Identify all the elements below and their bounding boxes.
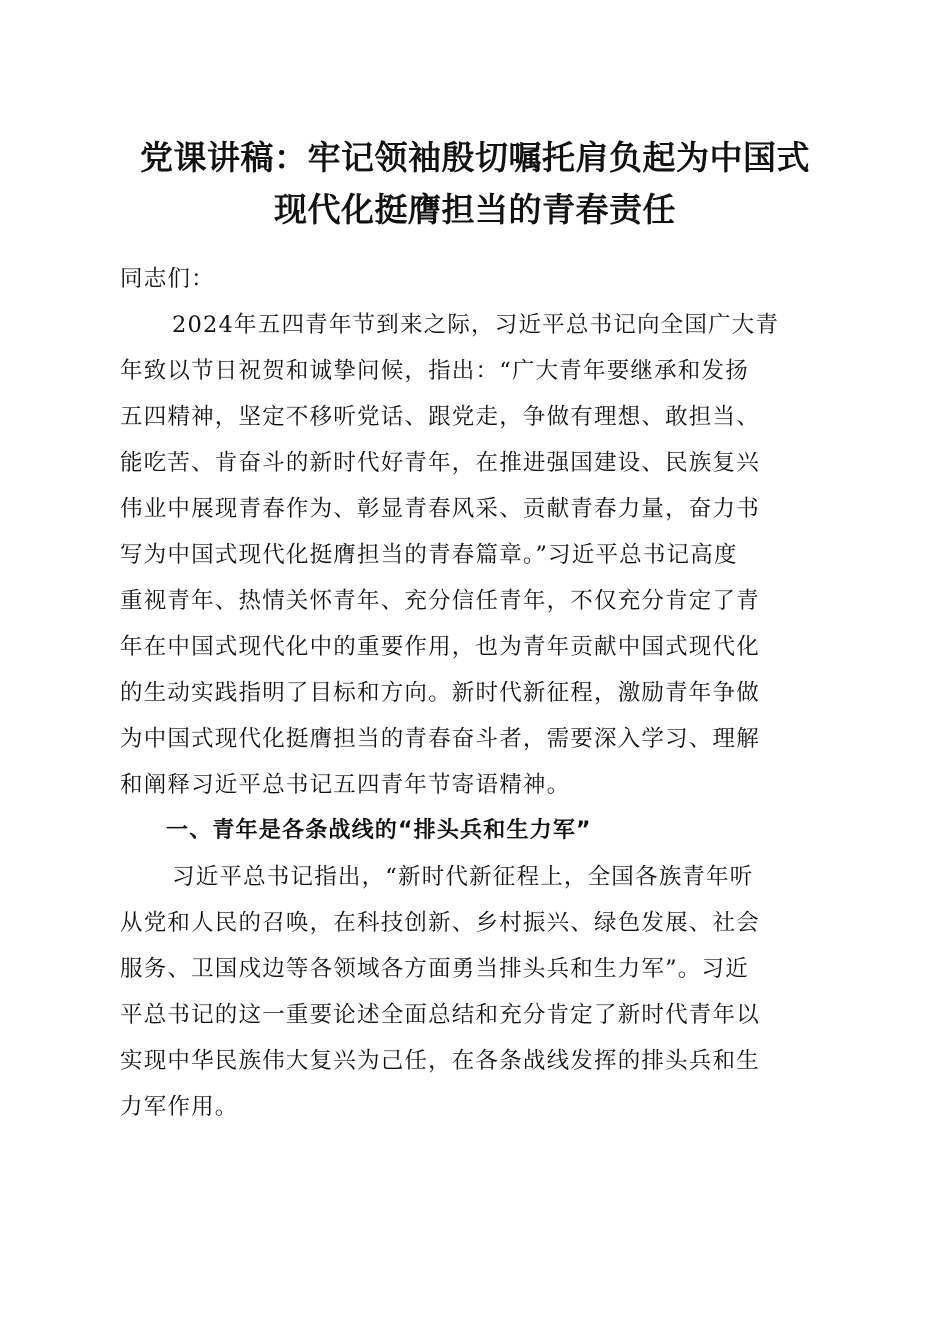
document-body — [120, 256, 828, 1130]
paragraph-line: 年致以节日祝贺和诚挚问候，指出：“广大青年要继承和发扬 — [120, 358, 749, 384]
paragraph-line: 平总书记的这一重要论述全面总结和充分肯定了新时代青年以 — [120, 1002, 760, 1028]
paragraph-line: 服务、卫国戍边等各领域各方面勇当排头兵和生力军”。习近 — [120, 956, 749, 982]
paragraph-line: 能吃苦、肯奋斗的新时代好青年，在推进强国建设、民族复兴 — [120, 450, 760, 476]
paragraph-line: 伟业中展现青春作为、彰显青春风采、贡献青春力量，奋力书 — [120, 496, 760, 522]
paragraph-line: 和阐释习近平总书记五四青年节寄语精神。 — [120, 772, 571, 798]
paragraph-line: 重视青年、热情关怀青年、充分信任青年，不仅充分肯定了青 — [120, 588, 760, 614]
salutation: 同志们： — [120, 266, 215, 292]
paragraph-line: 习近平总书记指出，“新时代新征程上，全国各族青年听 — [172, 864, 754, 890]
paragraph-line: 为中国式现代化挺膺担当的青春奋斗者，需要深入学习、理解 — [120, 726, 760, 752]
paragraph-line: 年在中国式现代化中的重要作用，也为青年贡献中国式现代化 — [120, 634, 760, 660]
paragraph-line: 五四精神，坚定不移听党话、跟党走，争做有理想、敢担当、 — [120, 404, 760, 430]
paragraph-line: 的生动实践指明了目标和方向。新时代新征程，激励青年争做 — [120, 680, 760, 706]
paragraph-intro — [120, 302, 828, 808]
paragraph-line: 从党和人民的召唤，在科技创新、乡村振兴、绿色发展、社会 — [120, 910, 760, 936]
paragraph-line: 实现中华民族伟大复兴为己任，在各条战线发挥的排头兵和生 — [120, 1048, 760, 1074]
section-heading: 一、青年是各条战线的“排头兵和生力军” — [166, 818, 592, 843]
paragraph-line: 力军作用。 — [120, 1094, 239, 1120]
title-line-1: 党课讲稿：牢记领袖殷切嘱托肩负起为中国式 — [140, 138, 810, 177]
document-title — [60, 132, 890, 236]
title-line-2: 现代化挺膺担当的青春责任 — [274, 190, 676, 229]
paragraph-line: 写为中国式现代化挺膺担当的青春篇章。”习近平总书记高度 — [120, 542, 738, 568]
paragraph-line: 2024年五四青年节到来之际，习近平总书记向全国广大青 — [172, 312, 780, 338]
paragraph-section-1 — [120, 854, 828, 1130]
